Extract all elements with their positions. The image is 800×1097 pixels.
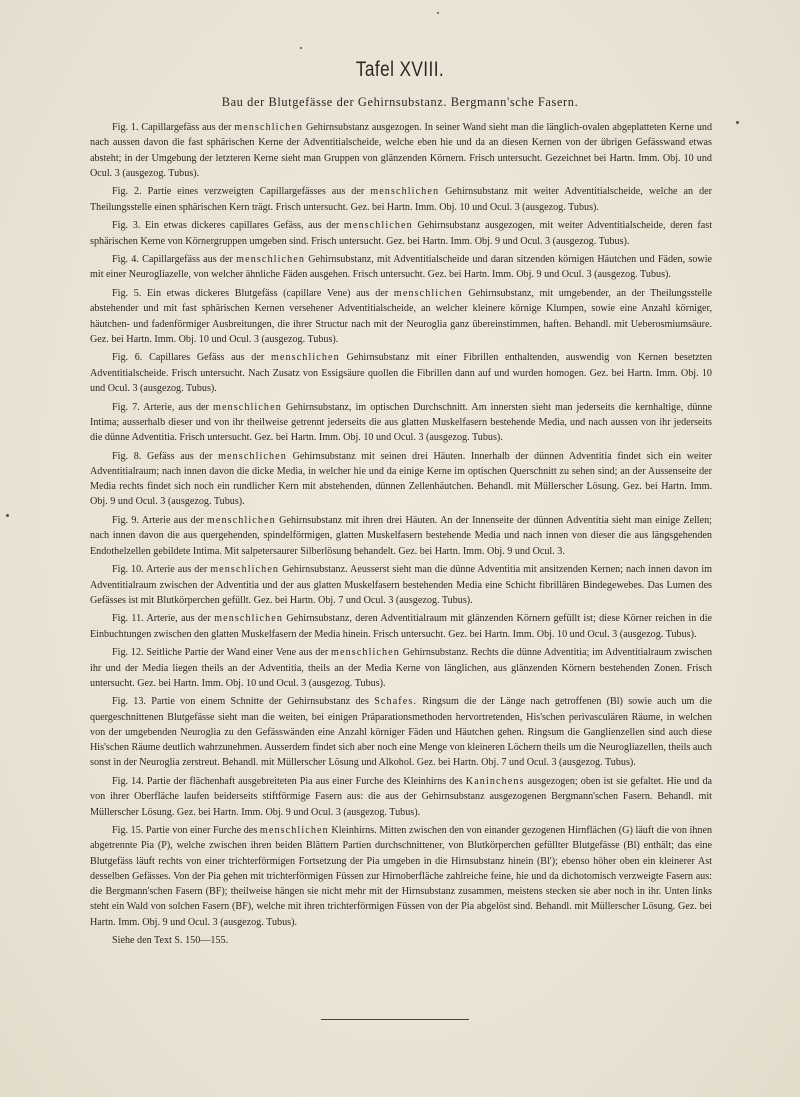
figure-label: Fig. 10. xyxy=(112,564,144,576)
figure-text-lead: Arterie, aus der xyxy=(146,613,211,625)
figure-text-lead: Arterie aus der xyxy=(146,564,208,576)
figure-text-lead: Capillargefäss aus der xyxy=(141,122,232,133)
figure-legend xyxy=(90,449,712,510)
figure-text-lead: Partie eines verzweigten Capillargefässes aus der xyxy=(147,186,365,198)
figure-text-spaced: Kaninchens xyxy=(465,776,525,788)
figure-legend-list xyxy=(90,120,712,949)
figure-text: Gehirnsubstanz mit seinen drei Häuten. Innerhalb der dünnen Adventitia findet sich ein weiter Adventitialraum; nach innen davon die dicke Media, in welcher hie und da einige Kerne im optischen Querschnitt zu sehen sind; an der Aussenseite der Media rechts findet sich noch ein rundlicher Kern mit abstehenden, dünnen Zellenhäutchen. Behandl. mit Müllerscher Lösung. Gez. bei Hartn. Imm. Obj. 9 und Ocul. 3 (ausgezog. Tubus). xyxy=(90,450,713,508)
figure-text-spaced: menschlichen xyxy=(212,401,282,413)
figure-text-spaced: menschlichen xyxy=(259,825,329,837)
figure-label: Fig. 1. xyxy=(112,122,139,133)
figure-label: Fig. 13. xyxy=(112,696,146,708)
text-reference: Siehe den Text S. 150—155. xyxy=(112,935,229,947)
print-speck xyxy=(736,121,739,124)
figure-legend xyxy=(90,218,712,249)
figure-text-lead: Arterie, aus der xyxy=(143,401,209,413)
figure-text: Gehirnsubstanz, im optischen Durchschnitt. Am innersten sieht man jederseits die kernhaltige, dünne Intima; ausserhalb dieser und von ihr theilweise getrennt jederseits die aus glatten Muskelfasern bestehende Media, und nach aussen von ihr jederseits die dünne Adventitia. Frisch untersucht. Gez. bei Hartn. Imm. Obj. 10 und Ocul. 3 (ausgezog. Tubus). xyxy=(90,401,713,444)
figure-legend xyxy=(90,184,712,215)
figure-text: Gehirnsubstanz ausgezogen, mit weiter Adventitialscheide, deren fast sphärischen Kerne von Körnergruppen umgeben sind. Frisch untersucht. Gez. bei Hartn. Imm. Obj. 9 und Ocul. 3 (ausgezog. Tubus). xyxy=(90,220,713,247)
figure-text: Gehirnsubstanz, deren Adventitialraum mit glänzenden Körnern gefüllt ist; diese Körner reichen in die Einbuchtungen zwischen den glatten Muskelfasern der Media hinein. Frisch untersucht. Gez. bei Hartn. Imm. Obj. 10 und Ocul. 3 (ausgezog. Tubus). xyxy=(90,613,713,640)
figure-text-lead: Ein etwas dickeres Blutgefäss (capillare Vene) aus der xyxy=(146,288,389,300)
figure-text-spaced: menschlichen xyxy=(218,450,287,462)
figure-label: Fig. 14. xyxy=(112,776,144,788)
figure-label: Fig. 12. xyxy=(112,647,144,659)
figure-text-lead: Arterie aus der xyxy=(141,515,204,527)
figure-text: Gehirnsubstanz mit ihren drei Häuten. An der Innenseite der dünnen Adventitia sieht man einige Zellen; nach innen davon die aus quergehenden, spindelförmigen, glatten Muskelfasern bestehende Media und nach innen von dieser die aus längsgehenden Endothelzellen gebildete Intima. Mit salpetersaurer Silberlösung behandelt. Gez. bei Hartn. Imm. Obj. 9 und Ocul. 3. xyxy=(90,515,712,557)
figure-text: Ringsum die der Länge nach getroffenen (Bl) sowie auch um die quergeschnittenen Blutgefässe sieht man die weiten, bei einigen Präparationsmethoden hervortretenden, His'schen perivasculären Räume, in welchen von der umgebenden Neuroglia zu den Gefässwänden eine Anzahl körniger Fäden und Häutchen gehen. Ringsum die Ganglienzellen sind auch diese His'schen Räume deutlich wahrzunehmen. Ausserdem findet sich aber noch eine Menge von kleineren Löchern theils um die Neurogliazellen, theils auch sonst in der Neuroglia zerstreut. Behandl. mit Müllerscher Lösung und Alkohol. Gez. bei Hartn. Obj. 7 und Ocul. 3 (ausgezog. Tubus). xyxy=(90,696,713,769)
figure-text-spaced: menschlichen xyxy=(236,254,305,266)
figure-text-lead: Partie von einem Schnitte der Gehirnsubstanz des xyxy=(151,696,369,708)
plate-subtitle: Bau der Blutgefässe der Gehirnsubstanz. Bergmann'sche Fasern. xyxy=(221,95,579,109)
figure-text-lead: Seitliche Partie der Wand einer Vene aus der xyxy=(146,647,329,659)
figure-label: Fig. 9. xyxy=(112,515,139,527)
figure-text-spaced: menschlichen xyxy=(206,515,276,527)
figure-legend xyxy=(90,400,712,446)
print-speck xyxy=(300,47,302,49)
figure-label: Fig. 7. xyxy=(112,401,140,413)
figure-text-spaced: menschlichen xyxy=(214,613,284,625)
closing-rule xyxy=(321,1019,469,1020)
figure-label: Fig. 3. xyxy=(112,220,141,232)
figure-text-lead: Ein etwas dickeres capillares Gefäss, aus der xyxy=(145,220,340,232)
figure-legend xyxy=(90,694,712,770)
figure-text: Gehirnsubstanz, mit Adventitialscheide und daran sitzenden körnigen Häutchen und Fäden, sowie mit einer Neurogliazelle, von welcher ähnliche Fäden ausgehen. Frisch untersucht. Gez. bei Hartn. Imm. Obj. 9 und Ocul. 3 (ausgezog. Tubus). xyxy=(90,254,713,281)
figure-text-spaced: menschlichen xyxy=(234,122,304,133)
figure-legend xyxy=(90,562,712,608)
figure-legend xyxy=(90,252,712,283)
figure-text: Gehirnsubstanz, mit umgebender, an der Theilungsstelle abstehender und mit fast sphärischen Kernen versehener Adventitialscheide, an welcher kleinere körnige Klumpen, sowie eine Anzahl körniger, häutchen- und fadenförmiger Ausbreitungen, die ihrer Structur nach mit der Neuroglia ganz übereinstimmen, haften. Behandl. mit Ueberosmiumsäure. Gez. bei Hartn. Imm. Obj. 10 und Ocul. 3 (ausgezog. Tubus). xyxy=(90,288,713,345)
figure-label: Fig. 2. xyxy=(112,186,142,198)
figure-text-lead: Partie der flächenhaft ausgebreiteten Pia aus einer Furche des Kleinhirns des xyxy=(146,776,463,788)
figure-legend xyxy=(90,611,712,642)
figure-text: ausgezogen; oben ist sie gefaltet. Hie und da von ihrer Oberfläche laufen beiderseits stiftförmige Fasern aus: die aus der Gehirnsubstanz ausgezogenen Bergmann'schen Fasern. Behandl. mit Müllerscher Lösung. Gez. bei Hartn. Imm. Obj. 9 und Ocul. 3 (ausgezog. Tubus). xyxy=(90,776,712,818)
figure-text-spaced: menschlichen xyxy=(393,288,463,300)
figure-text: Gehirnsubstanz. Aeusserst sieht man die dünne Adventitia mit ansitzenden Kernen; nach innen davon im Adventitialraum zwischen der Adventitia und der aus glatten Muskelfasern bestehenden Media eine Schicht fibrillären Bindegewebes. Das Lumen des Gefässes ist mit Blutkörperchen gefüllt. Gez. bei Hartn. Obj. 7 und Ocul. 3 (ausgezog. Tubus). xyxy=(90,564,713,606)
print-speck xyxy=(437,12,439,14)
figure-text: Gehirnsubstanz ausgezogen. In seiner Wand sieht man die länglich-ovalen abgeplatteten Kerne und nach aussen davon die fast sphärischen Kerne der Adventitialscheide, welche eben hie und da an diesen Kernen von der übrigen Gefässwand etwas absteht; in der Umgebung der letzteren Kerne sieht man Gruppen von glänzenden Körnern. Frisch untersucht. Gezeichnet bei Hartn. Imm. Obj. 10 und Ocul. 3 (ausgezog. Tubus). xyxy=(90,122,713,179)
figure-text-spaced: menschlichen xyxy=(343,220,413,232)
figure-label: Fig. 8. xyxy=(112,450,142,462)
figure-legend xyxy=(90,645,712,691)
figure-text-spaced: Schafes. xyxy=(374,696,418,708)
figure-label: Fig. 11. xyxy=(112,613,144,625)
figure-text-lead: Gefäss aus der xyxy=(147,450,213,462)
figure-text-lead: Partie von einer Furche des xyxy=(146,825,258,837)
figure-text-lead: Capillargefäss aus der xyxy=(142,254,233,266)
figure-label: Fig. 15. xyxy=(112,825,144,837)
figure-label: Fig. 6. xyxy=(112,352,143,364)
figure-legend xyxy=(90,120,712,181)
figure-legend xyxy=(90,774,712,820)
figure-text-lead: Capillares Gefäss aus der xyxy=(149,352,265,364)
figure-text: Gehirnsubstanz. Rechts die dünne Adventitia; im Adventitialraum zwischen ihr und der Media liegen theils an der Adventitia, theils an der Media Kerne von länglichen, aus glänzenden Körnern bestehenden Zonen. Frisch untersucht. Gez. bei Hartn. Imm. Obj. 10 und Ocul. 3 (ausgezog. Tubus). xyxy=(90,647,713,689)
figure-text-spaced: menschlichen xyxy=(331,647,400,659)
figure-legend xyxy=(90,823,712,930)
figure-text-spaced: menschlichen xyxy=(210,564,280,576)
figure-text-spaced: menschlichen xyxy=(270,352,340,364)
figure-text-spaced: menschlichen xyxy=(370,186,440,198)
print-speck xyxy=(6,514,9,517)
figure-legend xyxy=(90,286,712,347)
figure-legend xyxy=(90,513,712,559)
figure-label: Fig. 5. xyxy=(112,288,142,300)
plate-title: Tafel XVIII. xyxy=(355,58,445,81)
figure-legend xyxy=(90,350,712,396)
figure-label: Fig. 4. xyxy=(112,254,139,266)
figure-text: Gehirnsubstanz mit weiter Adventitialscheide, welche an der Theilungsstelle einen sphärischen Kern trägt. Frisch untersucht. Gez. bei Hartn. Imm. Obj. 10 und Ocul. 3 (ausgezog. Tubus). xyxy=(90,186,713,213)
figure-text: Gehirnsubstanz mit einer Fibrillen enthaltenden, auswendig von Kernen besetzten Adventitialscheide. Frisch untersucht. Nach Zusatz von Essigsäure quollen die Fibrillen dann auf und wurden homogen. Gez. bei Hartn. Imm. Obj. 10 und Ocul. 3 (ausgezog. Tubus). xyxy=(90,352,713,394)
figure-text: Kleinhirns. Mitten zwischen den von einander gezogenen Hirnflächen (G) läuft die von ihnen abgetrennte Pia (P), welche zwischen ihren beiden Blättern Partien durchschnittener, von Blutkörperchen gefüllter Blutgefässe (Bl) enthält; das eine Blutgefäss läuft rechts von einer trichterförmigen Fortsetzung der Pia umgeben in die Hirnsubstanz hinein (Bl'); ebenso höher oben ein kleinerer Ast desselben Gefässes. Von der Pia gehen mit trichterförmigen Füssen zur Hirnoberfläche zahlreiche feine, hie und da dichotomisch verzweigte Fasern aus: die Bergmann'schen Fasern (BF); theilweise hängen sie nicht mehr mit der Hirnsubstanz zusammen, meistens stecken sie aber noch in ihr. Unten links steht ein Wald von solchen Fasern (BF), welche mit ihren trichterförmigen Füssen von der Pia abgelöst sind. Behandl. mit Müllerscher Lösung. Gez. bei Hartn. Imm. Obj. 9 und Ocul. 3 (ausgezog. Tubus). xyxy=(90,825,713,928)
